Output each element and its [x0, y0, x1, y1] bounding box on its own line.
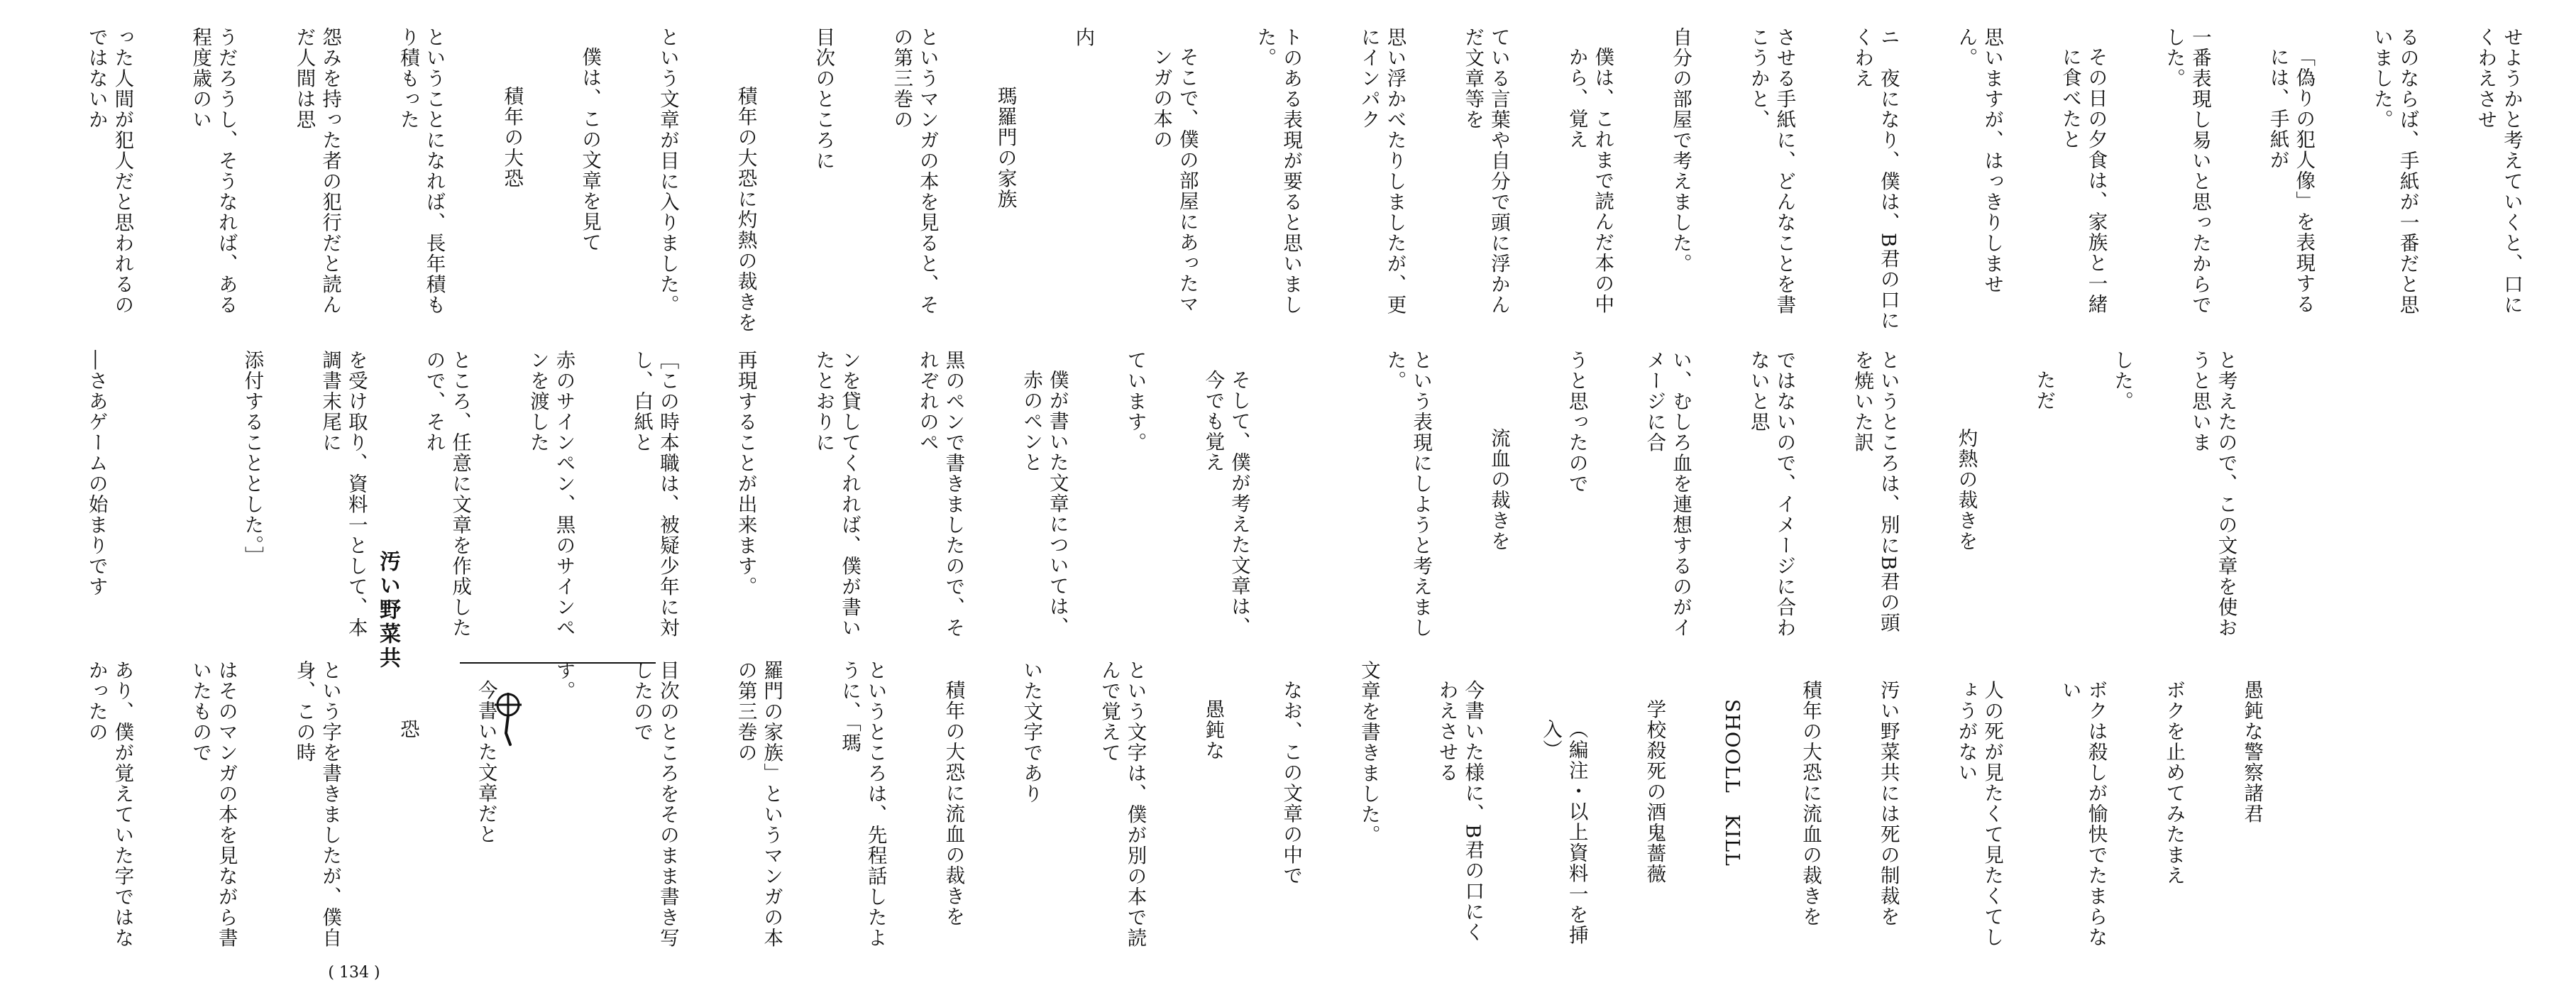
text-line: 僕は、これまで読んだ本の中から、覚え — [1565, 46, 1614, 314]
text-line: 再現することが出来ます。 — [734, 350, 757, 597]
text-line: 灼熱の裁きを — [1954, 428, 1978, 551]
text-line: した。 — [2110, 350, 2134, 412]
middle-text-block — [31, 350, 2238, 644]
text-line: というところは、先程話したように、「瑪 — [838, 660, 887, 948]
text-line: はそのマンガの本を見ながら書いたもので — [189, 660, 238, 948]
text-line: そして、僕が考えた文章は、今でも覚え — [1201, 369, 1250, 637]
vertical-text — [31, 660, 2316, 962]
text-line: ということになれば、長年積もり積もった — [396, 27, 446, 315]
text-line: ています。 — [1123, 350, 1147, 453]
text-line: ［この時本職は、被疑少年に対し、白紙と — [630, 350, 679, 638]
text-line: 積年の大恐 — [500, 85, 524, 189]
text-line: 流血の裁きを — [1487, 428, 1510, 551]
text-line: なお、この文章の中で — [1279, 679, 1303, 886]
text-line: というところは、別にB君の頭を焼いた訳 — [1851, 350, 1900, 633]
vertical-text — [31, 350, 2291, 644]
text-line: 恐 — [396, 718, 419, 740]
text-line: 目次のところに — [812, 27, 835, 171]
text-line: 文章を書きました。 — [1357, 660, 1380, 845]
text-line: 羅門の家族」というマンガの本の第三巻の — [734, 660, 783, 948]
text-line: 積年の大恐に流血の裁きを — [1798, 679, 1822, 927]
text-line: 愚鈍な警察諸君 — [2240, 679, 2264, 824]
upper-text-block — [31, 27, 2523, 334]
text-line: 積年の大恐に流血の裁きを — [942, 679, 965, 927]
text-line: を受け取り、資料一として、本調書末尾に — [319, 350, 368, 638]
text-line: 汚い野菜共には死の制裁を — [1876, 679, 1900, 927]
text-line: トのある表現が要ると思いました。 — [1253, 27, 1303, 315]
text-line: 僕は、この文章を見て — [578, 46, 602, 253]
text-line: ボクを止めてみたまえ — [2162, 679, 2186, 886]
text-line: 今書いた文章だと — [474, 679, 497, 845]
text-line: 思いますが、はっきりしません。 — [1954, 27, 2004, 295]
text-line: いた文字であり — [1020, 660, 1043, 804]
text-line: 赤のサインペン、黒のサインペンを渡した — [526, 350, 576, 638]
text-line: 積年の大恐に灼熱の裁きを — [734, 85, 757, 333]
text-line: という表現にしようと考えました。 — [1383, 350, 1433, 638]
heading-kitanai-yasaidomo: 汚い野菜共 — [375, 550, 400, 671]
text-line: 目次のところをそのまま書き写したので — [630, 660, 679, 948]
text-line: という文章が目に入りました。 — [656, 27, 679, 315]
text-line: 今書いた様に、B君の口にくわえさせる — [1435, 679, 1485, 943]
text-line: そこで、僕の部屋にあったマンガの本の — [1150, 46, 1199, 314]
text-line: ボクは殺しが愉快でたまらない — [2058, 679, 2108, 948]
text-line: うと思ったので — [1565, 350, 1588, 494]
text-line: ンを貸してくれれば、僕が書いたとおりに — [812, 350, 861, 638]
text-line: ではないので、イメージに合わないと思 — [1746, 350, 1796, 638]
text-line: させる手紙に、どんなことを書こうかと、 — [1746, 27, 1796, 315]
text-line: 添付することとした。］ — [241, 350, 264, 567]
text-line: というマンガの本を見ると、その第三巻の — [890, 27, 939, 315]
text-line: ている言葉や自分で頭に浮かんだ文章等を — [1461, 27, 1510, 315]
text-line: 一番表現し易いと思ったからでした。 — [2162, 27, 2211, 315]
text-line: 「偽りの犯人像」を表現するには、手紙が — [2266, 46, 2316, 314]
text-line: るのならば、手紙が一番だと思いました。 — [2370, 27, 2419, 315]
text-line: ただ — [2032, 369, 2056, 411]
text-line: という文字は、僕が別の本で読んで覚えて — [1097, 660, 1147, 948]
text-line: 人の死が見たくて見たくてしょうがない — [1954, 679, 2004, 948]
lower-text-block — [31, 660, 2264, 962]
text-line: い、むしろ血を連想するのがイメージに合 — [1643, 350, 1692, 638]
text-line: その日の夕食は、家族と一緒に食べたと — [2058, 46, 2108, 314]
text-line: す。 — [552, 660, 576, 701]
text-line: せようかと考えていくと、口にくわえさせ — [2474, 27, 2523, 315]
text-line: と考えたので、この文章を使おうと思いま — [2188, 350, 2238, 638]
sakakibara-seal-icon — [492, 691, 524, 749]
text-line: ニ 夜になり、僕は、B君の口にくわえ — [1851, 27, 1900, 331]
text-line: 怨みを持った者の犯行だと読んだ人間は思 — [292, 27, 342, 315]
text-line: 思い浮かべたりしましたが、更にインパク — [1357, 27, 1407, 315]
text-line: 自分の部屋で考えました。 — [1669, 27, 1692, 274]
page-number: ( 134 ) — [328, 964, 380, 982]
text-line: SHOOLL KILL — [1721, 699, 1744, 867]
text-line: という字を書きましたが、僕自身、この時 — [292, 660, 342, 948]
vertical-text — [31, 27, 2576, 334]
text-line: 内 — [1072, 27, 1095, 48]
text-line: 瑪羅門の家族 — [993, 85, 1017, 209]
text-line: （編注・以上資料一を挿入） — [1539, 718, 1588, 945]
text-line: ところ、任意に文章を作成したので、それ — [422, 350, 472, 638]
text-line: 僕が書いた文章については、赤のペンと — [1020, 369, 1069, 637]
text-line: うだろうし、そうなれば、ある程度歳のい — [189, 27, 238, 315]
text-line: った人間が犯人だと思われるのではないか — [84, 27, 134, 315]
text-line: 学校殺死の酒鬼薔薇 — [1643, 699, 1666, 884]
text-line: 黒のペンで書きましたので、それぞれのペ — [915, 350, 965, 638]
text-line: 愚鈍な — [1201, 699, 1225, 761]
text-line: ―さあゲームの始まりです — [84, 350, 108, 597]
text-line: あり、僕が覚えていた字ではなかったの — [84, 660, 134, 948]
